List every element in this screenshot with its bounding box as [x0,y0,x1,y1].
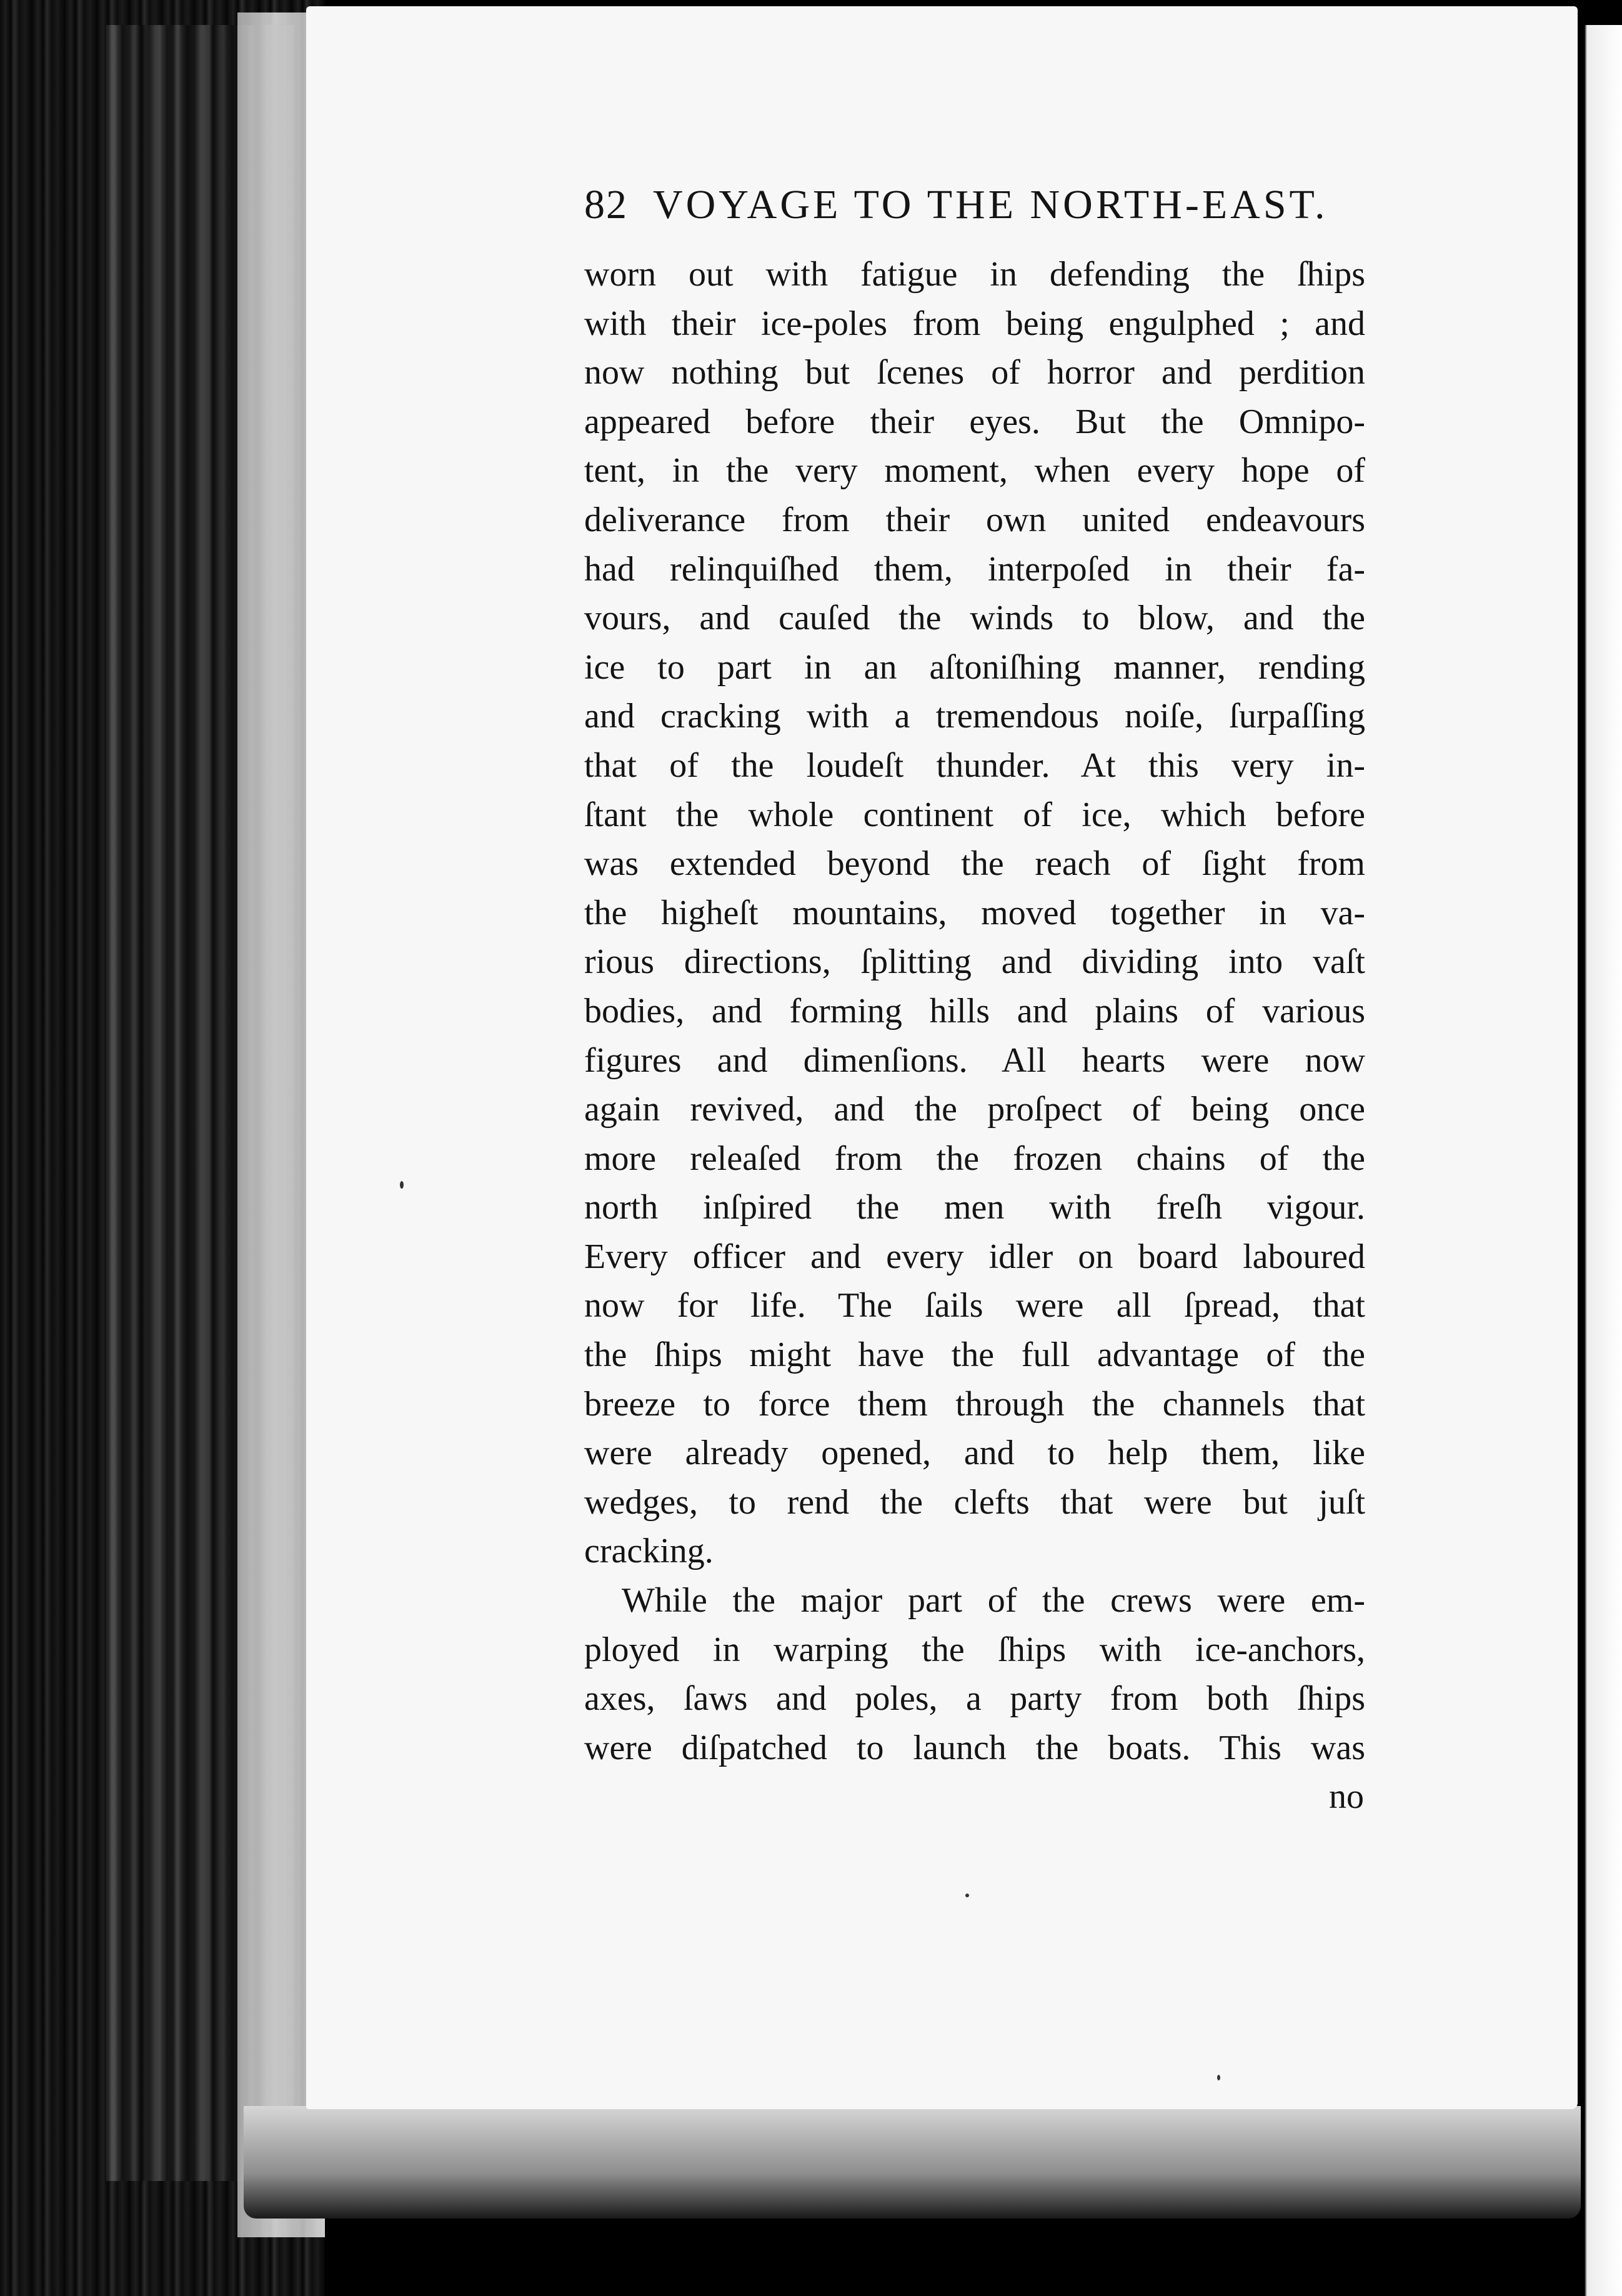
text-line: were already opened, and to help them, like [584,1434,1365,1473]
page-bottom-shadow [244,2106,1581,2219]
text-line: vours, and cauſed the winds to blow, and the [584,599,1365,638]
text-line: the ſhips might have the full advantage of the [584,1335,1365,1375]
body-text [584,250,1365,1772]
text-line: now nothing but ſcenes of horror and perdition [584,353,1365,392]
running-head [584,181,1365,250]
text-line: that of the loudeſt thunder. At this very in- [584,746,1365,785]
text-line: tent, in the very moment, when every hope of [584,451,1365,491]
text-line: north inſpired the men with freſh vigour. [584,1188,1365,1227]
text-line: appeared before their eyes. But the Omnipo- [584,402,1365,441]
text-line: wedges, to rend the clefts that were but juſt [584,1482,1365,1522]
page-number: 82 [584,182,628,227]
text-line: Every officer and every idler on board laboured [584,1237,1365,1276]
text-line: deliverance from their own united endeavours [584,500,1365,539]
text-line: were diſpatched to launch the boats. This was [584,1728,1365,1767]
running-title: VOYAGE TO THE NORTH-EAST. [653,182,1328,227]
text-line: breeze to force them through the channels that [584,1384,1365,1424]
text-line: the higheſt mountains, moved together in va- [584,893,1365,932]
text-line: now for life. The ſails were all ſpread, that [584,1286,1365,1325]
text-line: more releaſed from the frozen chains of the [584,1139,1365,1178]
paragraph-start-line: While the major part of the crews were em- [622,1581,1365,1620]
text-line: again revived, and the proſpect of being once [584,1090,1365,1129]
paragraph-end-line: cracking. [584,1532,714,1571]
text-line: and cracking with a tremendous noiſe, ſurpaſſing [584,697,1365,736]
catchword: no [1329,1777,1364,1817]
text-line: ice to part in an aſtoniſhing manner, rending [584,647,1365,687]
facing-page-edge [1581,25,1622,2296]
ink-speck [1217,2075,1220,2080]
text-line: ployed in warping the ſhips with ice-anchors, [584,1630,1365,1669]
text-line: ſtant the whole continent of ice, which before [584,795,1365,834]
text-line: with their ice-poles from being engulphed ; and [584,304,1365,343]
text-line: worn out with fatigue in defending the ſhips [584,255,1365,294]
text-line: bodies, and forming hills and plains of various [584,991,1365,1031]
ink-speck [965,1894,969,1897]
text-line: was extended beyond the reach of ſight from [584,844,1365,884]
text-line: axes, ſaws and poles, a party from both ſhips [584,1679,1365,1719]
ink-speck [400,1181,404,1189]
text-block [584,181,1365,1822]
text-line: rious directions, ſplitting and dividing into vaſt [584,942,1365,982]
text-line: figures and dimenſions. All hearts were now [584,1041,1365,1080]
text-line: had relinquiſhed them, interpoſed in their fa- [584,549,1365,589]
